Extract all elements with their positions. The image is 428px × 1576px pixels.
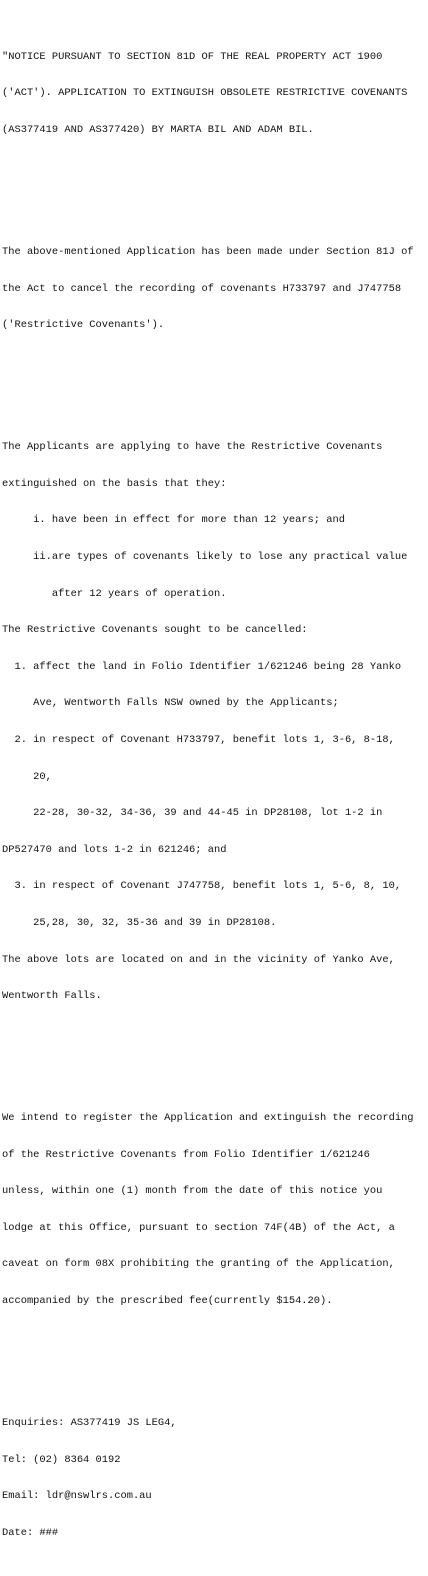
covenant-list-item: 1. affect the land in Folio Identifier 1/621246 being 28 Yanko [2,660,402,673]
intent-line: lodge at this Office, pursuant to section 74F(4B) of the Act, a [2,1221,395,1234]
date-line: Date: ### [2,1526,59,1539]
enquiries-line: Enquiries: AS377419 JS LEG4, [2,1417,177,1430]
covenant-list-item: 3. in respect of Covenant J747758, benefit lots 1, 5-6, 8, 10, [2,880,402,893]
intent-line: accompanied by the prescribed fee(currently $154.20). [2,1295,333,1308]
intent-line: unless, within one (1) month from the date of this notice you [2,1185,383,1198]
heading-line: "NOTICE PURSUANT TO SECTION 81D OF THE REAL PROPERTY ACT 1900 [2,50,383,63]
basis-paragraph [2,417,426,1027]
intro-line: The above-mentioned Application has been made under Section 81J of [2,246,414,258]
telephone-line: Tel: (02) 8364 0192 [2,1453,121,1466]
covenant-list-item: Ave, Wentworth Falls NSW owned by the Applicants; [2,697,339,710]
basis-list-item: i. have been in effect for more than 12 years; and [2,514,345,527]
intent-line: We intend to register the Application and extinguish the recording [2,1112,414,1125]
contact-block [2,1393,426,1564]
covenants-heading: The Restrictive Covenants sought to be cancelled: [2,624,308,637]
basis-list-item: after 12 years of operation. [2,587,227,600]
notice-heading [2,26,426,160]
intro-line: the Act to cancel the recording of covenants H733797 and J747758 [2,282,402,295]
covenant-list-item: 25,28, 30, 32, 35-36 and 39 in DP28108. [2,916,277,929]
covenant-list-item: 22-28, 30-32, 34-36, 39 and 44-45 in DP28108, lot 1-2 in [2,807,383,820]
location-line: The above lots are located on and in the vicinity of Yanko Ave, [2,953,395,966]
intro-paragraph [2,222,426,356]
covenant-list-item: DP527470 and lots 1-2 in 621246; and [2,843,227,856]
basis-line: The Applicants are applying to have the Restrictive Covenants [2,441,383,454]
intent-line: of the Restrictive Covenants from Folio Identifier 1/621246 [2,1148,370,1161]
paragraph-spacer [2,1356,426,1368]
location-line: Wentworth Falls. [2,990,102,1003]
covenant-list-item: 2. in respect of Covenant H733797, benefit lots 1, 3-6, 8-18, [2,733,395,746]
heading-line: ('ACT'). APPLICATION TO EXTINGUISH OBSOLETE RESTRICTIVE COVENANTS [2,87,408,100]
paragraph-spacer [2,380,426,392]
basis-line: extinguished on the basis that they: [2,477,227,490]
intro-line: ('Restrictive Covenants'). [2,319,165,332]
notice-document [2,2,426,1576]
paragraph-spacer [2,1051,426,1063]
email-line: Email: ldr@nswlrs.com.au [2,1490,152,1503]
covenant-list-item: 20, [2,770,52,783]
intent-paragraph [2,1088,426,1332]
paragraph-spacer [2,185,426,197]
basis-list-item: ii.are types of covenants likely to lose any practical value [2,550,408,563]
intent-line: caveat on form 08X prohibiting the granting of the Application, [2,1258,395,1271]
heading-line: (AS377419 AND AS377420) BY MARTA BIL AND ADAM BIL. [2,124,314,136]
